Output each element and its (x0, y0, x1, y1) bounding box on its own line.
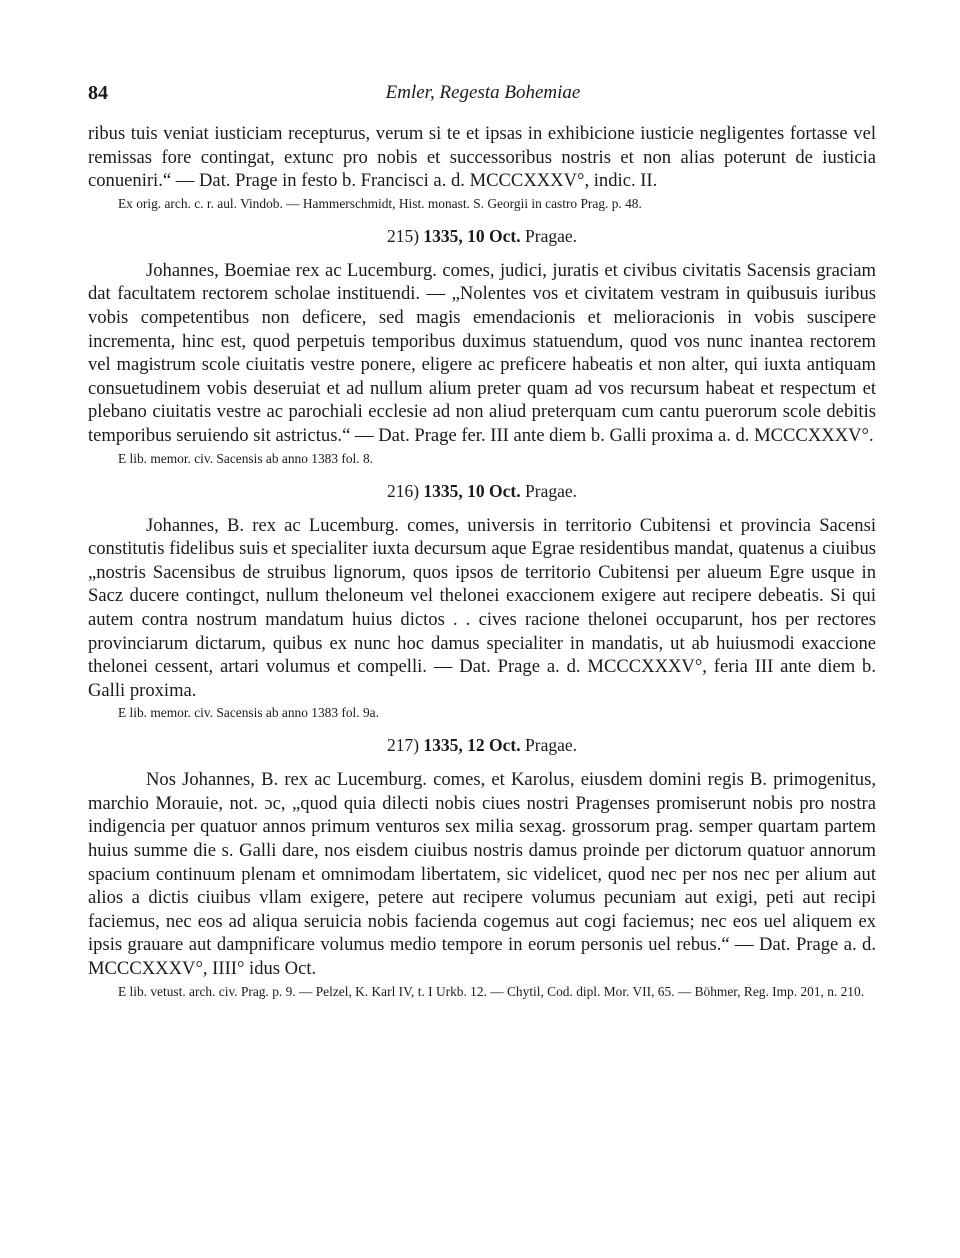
carryover-paragraph: ribus tuis veniat iusticiam recepturus, verum si te et ipsas in exhibicione iusticie negligentes fortasse vel remissas fore contingat, extunc pro nobis et successoribus nostris et non alias poterunt de iusticia conueniri.“ — Dat. Prage in festo b. Francisci a. d. MCCCXXXV°, indic. II. (88, 123, 876, 192)
entry-date: 1335, 10 Oct. (423, 225, 521, 246)
entry-source: E lib. vetust. arch. civ. Prag. p. 9. — Pelzel, K. Karl IV, t. I Urkb. 12. — Chytil, Cod. dipl. Mor. VII, 65. — Böhmer, Reg. Imp. 201, n. 210. (118, 983, 865, 999)
page-body (88, 122, 876, 1000)
entry-heading (88, 480, 876, 502)
carryover-source: Ex orig. arch. c. r. aul. Vindob. — Hammerschmidt, Hist. monast. S. Georgii in castro Prag. p. 48. (118, 195, 642, 211)
entry-215 (88, 225, 876, 467)
entry-text: Nos Johannes, B. rex ac Lucemburg. comes, et Karolus, eiusdem domini regis B. primogenitus, marchio Morauie, not. ɔc, „quod quia dilecti nobis ciues nostri Pragenses promiserunt nobis pro nostra indigencia per quatuor annos primum venturos sex milia sexag. grossorum prag. semper quartam partem huius summe die s. Galli dare, nos eisdem ciuibus nostris damus proinde per dictorum quatuor annorum spacium continuum plenam et omnimodam libertatem, sic videlicet, quod nec per nos nec per alium aut alios a dictis ciuibus vllam exigere, petere aut recipere volumus pecuniam aut exigi, peti aut recipi faciemus, nec eos ad aliqua seruicia nobis facienda cogemus aut cogi faciemus; nec eos uel aliquem ex ipsis grauare aut dampnificare volumus medio tempore in eorum personis uel rebus.“ — Dat. Prage a. d. MCCCXXXV°, IIII° idus Oct. (88, 769, 876, 980)
entry-place: Pragae. (525, 735, 578, 756)
page-number: 84 (88, 82, 108, 104)
entry-heading (88, 734, 876, 756)
entry-place: Pragae. (525, 480, 578, 501)
entry-number: 215) (386, 225, 420, 246)
entry-217 (88, 734, 876, 999)
entry-date: 1335, 10 Oct. (423, 480, 521, 501)
running-title: Emler, Regesta Bohemiae (385, 82, 581, 103)
entry-place: Pragae. (525, 225, 578, 246)
entry-216 (88, 480, 876, 722)
entry-number: 217) (386, 735, 420, 756)
entry-number: 216) (386, 480, 420, 501)
entry-source: E lib. memor. civ. Sacensis ab anno 1383 fol. 8. (118, 450, 373, 466)
entry-text: Johannes, Boemiae rex ac Lucemburg. comes, judici, juratis et civibus civitatis Sacensis graciam dat facultatem rectorem scholae instituendi. — „Nolentes vos et civitatem vestram in quibusuis iuribus vobis competentibus non deficere, sed magis emendacionis et melioracionis in vobis suscipere incrementa, hinc est, quod perpetuis temporibus duximus statuendum, quod vos nunc inantea rectorem vel magistrum scole ciuitatis vestre ponere, eligere ac preficere habeatis et non alter, qui iuxta antiquam consuetudinem vobis deseruiat et ad nullum alium preter quam ad vos recursum habeat et respectum et plebano ciuitatis vestre ac parochiali ecclesie ad non aliud preterquam cum cantu puerorum scole debitis temporibus seruiendo sit astrictus.“ — Dat. Prage fer. III ante diem b. Galli proxima a. d. MCCCXXXV°. (88, 259, 876, 446)
entry-date: 1335, 12 Oct. (423, 735, 521, 756)
entry-text: Johannes, B. rex ac Lucemburg. comes, universis in territorio Cubitensi et provincia Sacensi constitutis fidelibus suis et specialiter iuxta decursum aque Egrae residentibus mandat, quatenus a ciuibus „nostris Sacensibus de struibus lignorum, quos ipsos de territorio Cubitensi per alueum Egre usque in Sacz ducere contingct, nullum theloneum vel thelonei exaccionem exigere aut recipere debeatis. Si qui autem contra nostrum mandatum huius dictos . . cives racione thelonei occuparunt, hos per rectores provinciarum dictarum, quibus ex nunc hoc damus specialiter in mandatis, ut ab huiusmodi exaccione thelonei cessent, artari volumus et compelli. — Dat. Prage a. d. MCCCXXXV°, feria III ante diem b. Galli proxima. (88, 514, 876, 701)
entry-heading (88, 225, 876, 247)
page-header (88, 82, 878, 112)
entry-source: E lib. memor. civ. Sacensis ab anno 1383 fol. 9a. (118, 705, 379, 721)
